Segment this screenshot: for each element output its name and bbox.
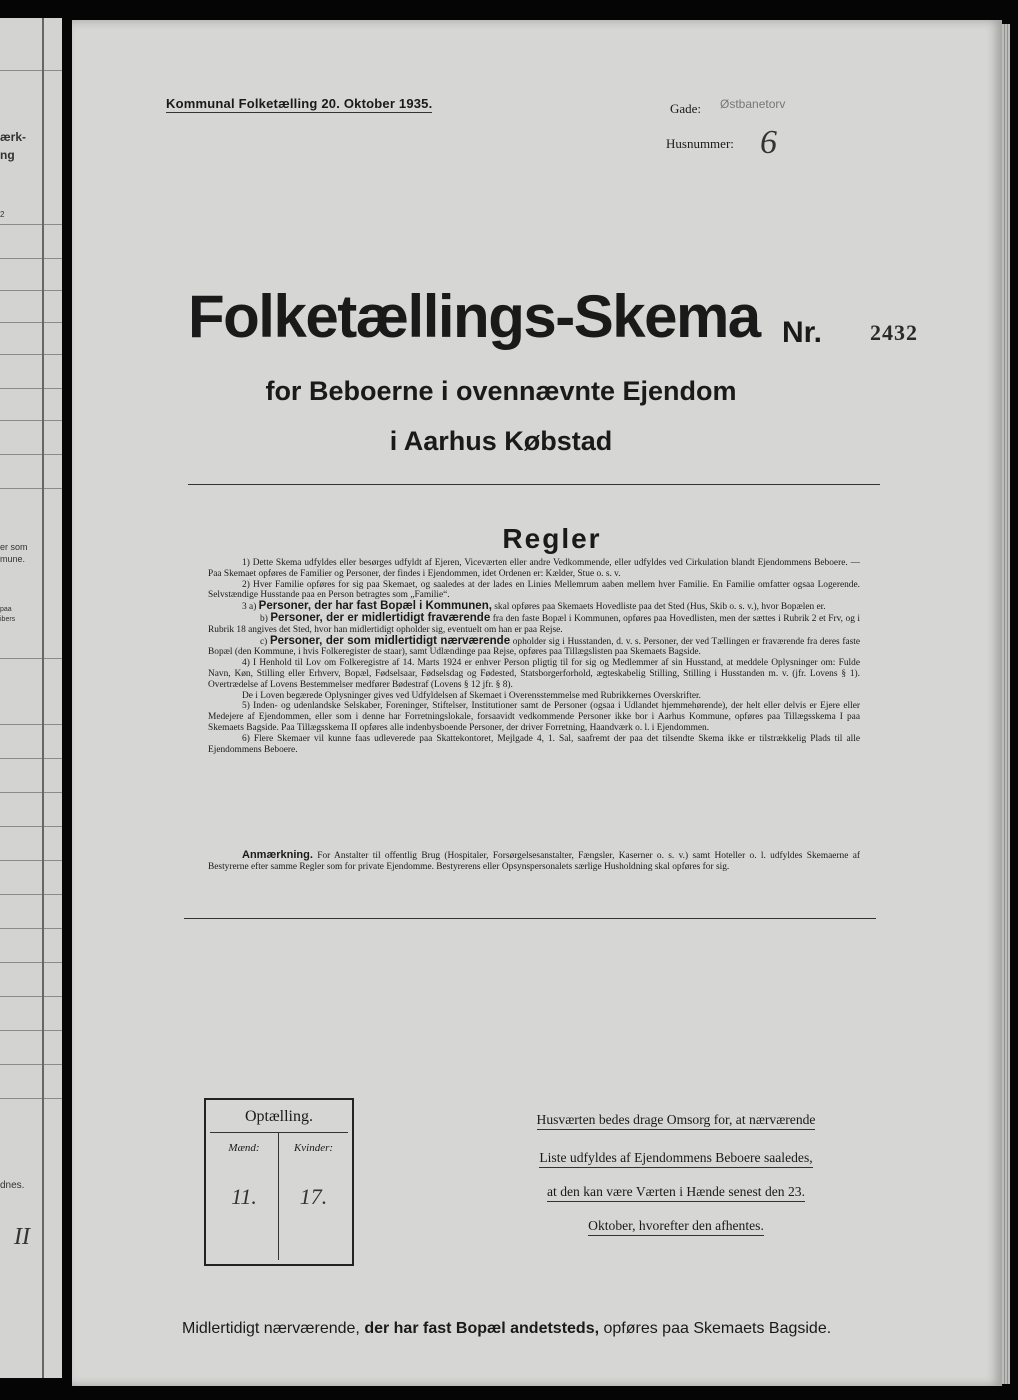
divider [0, 388, 62, 389]
notice-text: at den kan være Værten i Hænde senest den 23. [547, 1184, 805, 1202]
anmaerkning [208, 850, 860, 873]
form-title: Folketællings-Skema [188, 283, 760, 350]
gade-value: Østbanetorv [720, 97, 786, 111]
divider [0, 224, 62, 225]
subtitle-line-1: for Beboerne i ovennævnte Ejendom [265, 376, 737, 406]
left-fragment: paa [0, 606, 12, 613]
left-fragment: II [14, 1224, 30, 1250]
rule-4b: De i Loven begærede Oplysninger gives ved Udfyldelsen af Skemaet i Overensstemmelse med Rubrikkernes Overskrifter. [242, 690, 701, 701]
footer-bold: der har fast Bopæl andetsteds, [364, 1320, 600, 1337]
rule-3c-number: c) [260, 636, 268, 647]
maend-value: 11. [231, 1184, 257, 1209]
regler-heading: Regler [502, 523, 602, 554]
optaelling-box [204, 1098, 354, 1266]
rule-3c-text: opholder sig i Husstanden, d. v. s. Personer, der ved Tællingen er fraværende fra deres faste Bopæl (den Kommune, i hvis Folkeregister de staar), samt Udlændinge paa Rejse, opføres paa Tillægslisten paa Skemaets Bagside. [208, 636, 861, 658]
left-fragment: ærk- [0, 130, 27, 144]
husnummer-label: Husnummer: [666, 136, 734, 151]
anmaerkning-label: Anmærkning. [242, 849, 313, 861]
divider [184, 918, 876, 919]
divider [210, 1132, 348, 1133]
rule-5: 5) Inden- og udenlandske Selskaber, Foreninger, Stiftelser, Institutioner samt de Personer (ogsaa i Udlandet hjemmehørende), der helt eller delvis er Ejere eller Medejere af Ejendommen, eller som i denne har Forretningslokale, forsaavidt vedkommende Personer ikke bor i Aarhus Kommune, opføres paa Tillægsskema I paa Skemaets Bagside. Paa Tillægsskema II opføres alle indenbysboende Personer, der driver Forretning, Haandværk o. l. i Ejendommen. [208, 701, 860, 733]
notice-text: Liste udfyldes af Ejendommens Beboere saaledes, [539, 1150, 812, 1168]
rules-text [208, 558, 860, 755]
divider [0, 996, 62, 997]
kvinder-label: Kvinder: [293, 1142, 334, 1154]
divider [0, 322, 62, 323]
rule-1: 1) Dette Skema udfyldes eller besørges udfyldt af Ejeren, Viceværten eller andre Vedkommende, eller udfyldes ved Cirkulation blandt Ejendommens Beboere. — Paa Skemaet opføres de Familier og Personer, der findes i Ejendommen, idet Ordenen er: Kælder, Stue o. s. v. [208, 558, 860, 579]
divider [0, 1030, 62, 1031]
rule-3a-text: skal opføres paa Skemaets Hovedliste paa det Sted (Hus, Skib o. s. v.), hvor Bopælen er. [494, 602, 826, 613]
notice-line-2 [508, 1150, 844, 1166]
divider [0, 826, 62, 827]
kvinder-value: 17. [299, 1184, 328, 1209]
left-fragment: mune. [0, 554, 26, 564]
divider [0, 792, 62, 793]
left-fragment: er som [0, 542, 28, 552]
subtitle-line-2: i Aarhus Købstad [389, 426, 613, 456]
notice-line-1 [508, 1112, 844, 1128]
nr-label: Nr. [782, 316, 823, 349]
maend-label: Mænd: [228, 1142, 260, 1154]
rule-3a-heading: Personer, der har fast Bopæl i Kommunen, [258, 600, 492, 613]
divider [0, 860, 62, 861]
rule-4: 4) I Henhold til Lov om Folkeregistre af 14. Marts 1924 er enhver Person pligtig til for sig og Medlemmer af sin Husstand, at meddele Oplysninger om: Fulde Navn, Køn, Stilling eller Erhverv, Bopæl, Fødselsaar, Fødselsdag og Fødested, Statsborgerforhold, ægteskabelig Stilling, Stilling i Husstanden m. v. (jfr. Lovens § 1). Overtrædelse af Lovens Bestemmelser medfører Bødestraf (Lovens § 12 jfr. § 8). [208, 658, 860, 690]
left-page-fragment [0, 18, 62, 1378]
husnummer-value: 6 [760, 124, 777, 161]
left-fragment: dnes. [0, 1180, 25, 1191]
notice-line-4 [508, 1218, 844, 1234]
rule-3c [208, 636, 860, 659]
census-header: Kommunal Folketælling 20. Oktober 1935. [166, 96, 433, 111]
nr-value: 2432 [870, 320, 918, 345]
notice-text: Oktober, hvorefter den afhentes. [588, 1218, 764, 1236]
divider [0, 962, 62, 963]
divider [0, 658, 62, 659]
left-fragment: 2 [0, 210, 5, 219]
divider [0, 488, 62, 489]
rule-3b-number: b) [260, 613, 268, 624]
rule-2: 2) Hver Familie opføres for sig paa Skemaet, og saaledes at der lades en Linies Mellemrum aaben mellem hver Familie. En Familie omfatter ogsaa Logerende. Selvstændige Husstande paa en Person betragtes som „Familie“. [208, 579, 860, 601]
divider [0, 758, 62, 759]
divider [0, 1064, 62, 1065]
divider [0, 724, 62, 725]
anmaerkning-text: For Anstalter til offentlig Brug (Hospitaler, Forsørgelsesanstalter, Fængsler, Kaserner o. s. v.) samt Hoteller o. l. udfyldes Skemaerne af Bestyrerne efter samme Regler som for private Ejendomme. Bestyrerens eller Opsynspersonalets særlige Husholdning skal opføres for sig. [208, 851, 861, 872]
divider [0, 354, 62, 355]
rule-3b [208, 613, 860, 636]
divider [0, 1098, 62, 1099]
divider [0, 420, 62, 421]
divider [0, 928, 62, 929]
page-gutter [42, 18, 44, 1378]
notice-line-3 [508, 1184, 844, 1200]
divider [0, 290, 62, 291]
divider [0, 70, 62, 71]
gade-label: Gade: [670, 101, 702, 116]
left-fragment: ng [0, 148, 15, 162]
rule-6: 6) Flere Skemaer vil kunne faas udleverede paa Skattekontoret, Mejlgade 4, 1. Sal, saafremt der paa det tilsendte Skema ikke er tilstrækkelig Plads til alle Ejendommens Beboere. [208, 733, 860, 755]
rule-3b-text: fra den faste Bopæl i Kommunen, opføres paa Hovedlisten, men der sættes i Rubrik 2 et Frv, og i Rubrik 18 angives det Sted, hvor han midlertidigt opholder sig, eventuelt om han er paa Rejse. [208, 613, 861, 635]
notice-text: Husværten bedes drage Omsorg for, at nærværende [537, 1112, 816, 1130]
divider [0, 454, 62, 455]
left-fragment: ibers [0, 616, 16, 623]
census-form-page [72, 20, 1002, 1386]
footer-pre: Midlertidigt nærværende, [182, 1320, 360, 1337]
divider [0, 258, 62, 259]
rule-3c-heading: Personer, der som midlertidigt nærværende [269, 634, 511, 647]
footer-post: opføres paa Skemaets Bagside. [603, 1320, 832, 1337]
rule-3b-heading: Personer, der er midlertidigt fraværende [270, 611, 491, 624]
rule-3a-number: 3 a) [242, 602, 257, 613]
divider [188, 484, 880, 485]
optaelling-title: Optælling. [244, 1108, 313, 1125]
footer-note [182, 1320, 831, 1338]
divider [0, 894, 62, 895]
